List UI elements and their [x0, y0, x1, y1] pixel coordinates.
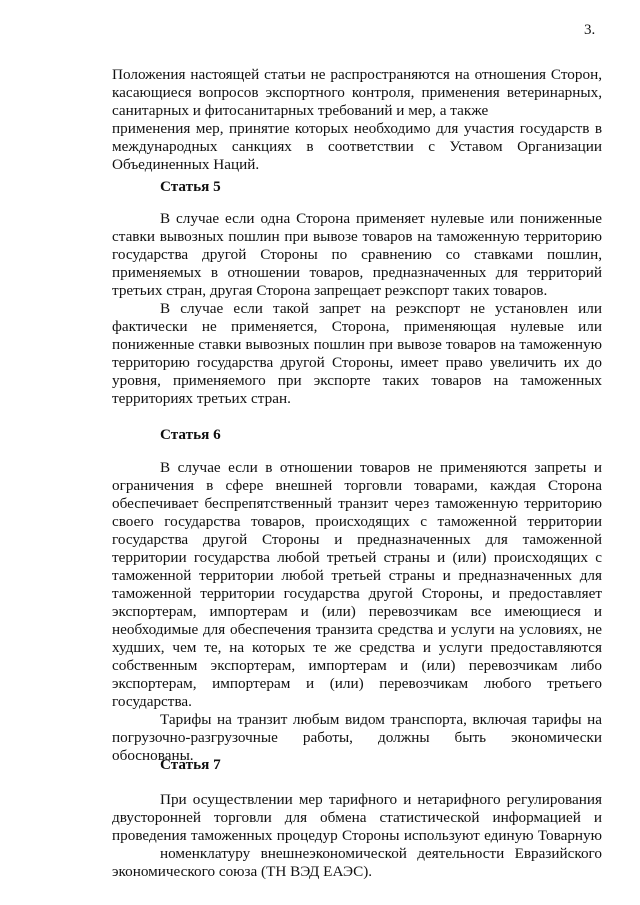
text-line: экономического союза (ТН ВЭД ЕАЭС). [112, 863, 373, 880]
text-line: В случае если одна Сторона применяет нулевые или пониженные [160, 210, 602, 227]
text-line: В случае если такой запрет на реэкспорт не установлен или [160, 300, 602, 317]
text-line: территории государства любой третьей страны и (или) происходящих с [112, 549, 602, 566]
text-line: худших, чем те, на которых те же средства и услуги предоставляются [112, 639, 602, 656]
paragraph-intro [112, 66, 602, 174]
text-line: Тарифы на транзит любым видом транспорта, включая тарифы на [160, 711, 602, 728]
text-line: собственным экспортерам, импортерам и (или) перевозчикам либо [112, 657, 602, 674]
article-6-heading: Статья 6 [160, 426, 221, 443]
text-line: экспортерам, импортерам и (или) перевозчикам любого третьего [112, 675, 602, 692]
text-line: государства другой Стороны и предназначенных для таможенной [112, 531, 602, 548]
text-line: двусторонней торговли для обмена статистической информацией и [112, 809, 602, 826]
text-line: касающиеся вопросов экспортного контроля, применения ветеринарных, [112, 84, 602, 101]
text-line: ставки вывозных пошлин при вывозе товаров на таможенную территорию [112, 228, 602, 245]
text-line: своего государства товаров, происходящих с таможенной территории [112, 513, 602, 530]
text-line: погрузочно-разгрузочные работы, должны быть экономически обоснованы. [112, 729, 602, 764]
text-line: таможенной территории любой третьей страны и предназначенных для [112, 567, 602, 584]
text-line: применения мер, принятие которых необходимо для участия государств в [112, 120, 602, 137]
text-line: международных санкциях в соответствии с Уставом Организации [112, 138, 602, 155]
article-7-text [112, 791, 602, 881]
text-line: государства. [112, 693, 192, 710]
article-7-heading: Статья 7 [160, 756, 221, 773]
text-line: Положения настоящей статьи не распространяются на отношения Сторон, [112, 66, 602, 83]
text-line: таможенной территории государства другой Стороны, и предоставляет [112, 585, 602, 602]
text-line: ограничения в сфере внешней торговли товарами, каждая Сторона [112, 477, 602, 494]
text-line: пониженные ставки вывозных пошлин при вывозе товаров на таможенную [112, 336, 602, 353]
text-line: При осуществлении мер тарифного и нетарифного регулирования [160, 791, 602, 808]
text-line: Объединенных Наций. [112, 156, 260, 173]
text-line: территорию государства другой Стороны, имеет право увеличить их до [112, 354, 602, 371]
text-line: третьих стран, другая Сторона запрещает реэкспорт таких товаров. [112, 282, 548, 299]
text-line: номенклатуру внешнеэкономической деятельности Евразийского [160, 845, 602, 862]
text-line: обеспечивает беспрепятственный транзит через таможенную территорию [112, 495, 602, 512]
text-line: экспортерам, импортерам и (или) перевозчикам все имеющиеся и [112, 603, 602, 620]
text-line: необходимые для обеспечения транзита средства и услуги на условиях, не [112, 621, 602, 638]
text-line: фактически не применяется, Сторона, применяющая нулевые или [112, 318, 602, 335]
article-6-text [112, 459, 602, 764]
text-line: территориях третьих стран. [112, 390, 291, 407]
page-number: 3. [584, 22, 596, 38]
text-line: санитарных и фитосанитарных требований и мер, а также [112, 102, 489, 119]
article-5-text [112, 210, 602, 408]
article-5-heading: Статья 5 [160, 178, 221, 195]
text-line: уровня, применяемого при экспорте таких товаров на таможенных [112, 372, 602, 389]
text-line: В случае если в отношении товаров не применяются запреты и [160, 459, 602, 476]
text-line: проведения таможенных процедур Стороны используют единую Товарную [112, 827, 602, 844]
text-line: применяемых в отношении товаров, предназначенных для территорий [112, 264, 602, 281]
text-line: государства другой Стороны по сравнению со ставками пошлин, [112, 246, 602, 263]
